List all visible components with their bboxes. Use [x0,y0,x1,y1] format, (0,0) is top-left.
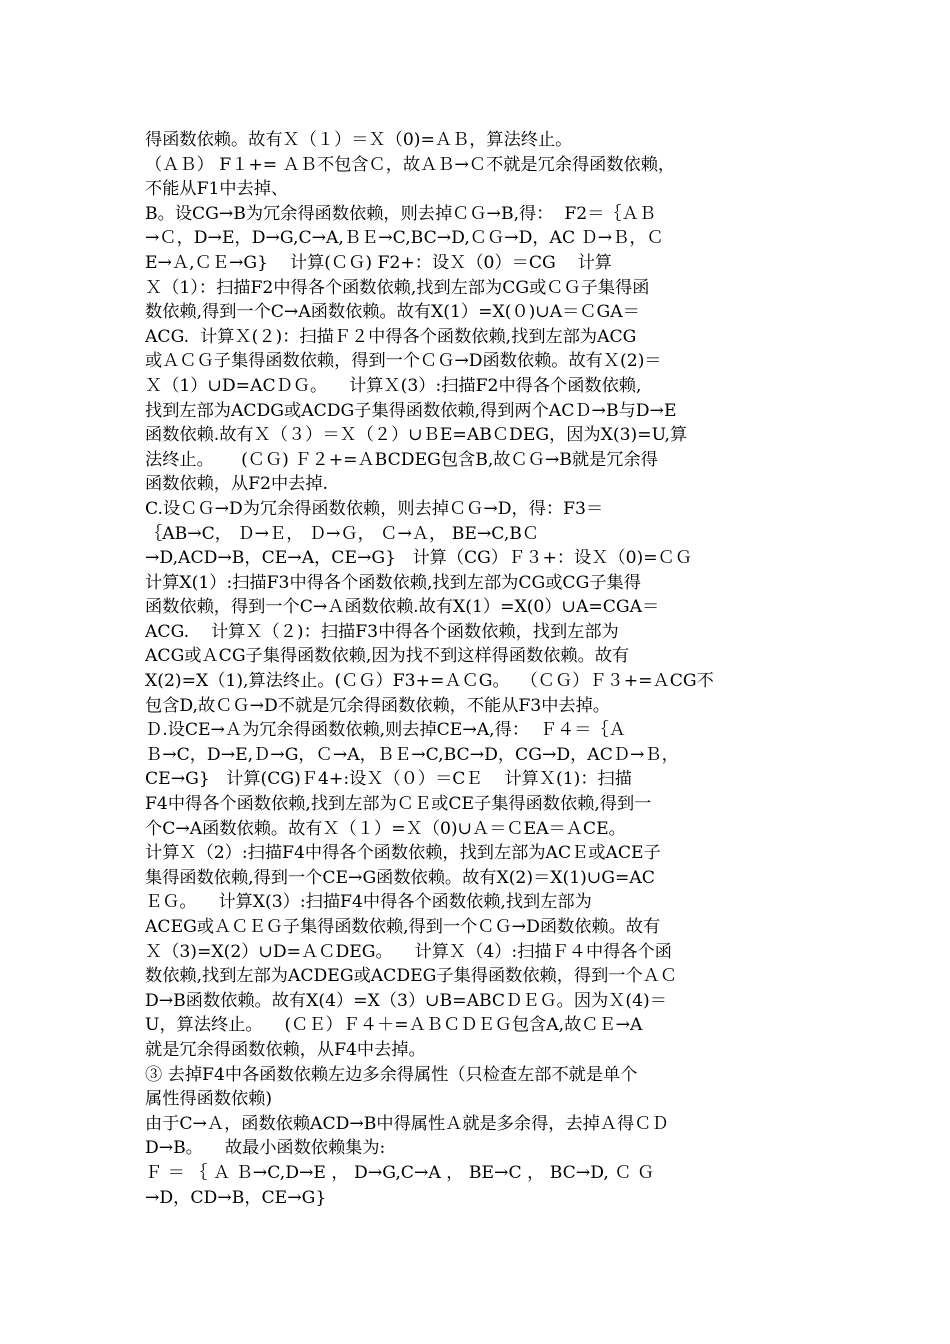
text-line: 不能从F1中去掉、 [145,179,289,200]
text-line: 函数依赖，得到一个C→Ａ函数依赖.故有X(1）=X(0）∪A=CGA＝ [145,597,660,618]
text-line: 集得函数依赖,得到一个CE→G函数依赖。故有X(2)＝X(1)∪G=AC [145,867,655,888]
text-line: ｛AB→C， Ｄ→Ｅ， Ｄ→Ｇ， Ｃ→Ａ， BE→C,BＣ [145,523,540,544]
text-line: →D，CD→B，CE→G} [145,1187,327,1208]
text-line: Ｂ→C，D→E,Ｄ→G，Ｃ→A，ＢＥ→C,BC→D，CG→D，ACＤ→Ｂ， [145,744,679,765]
text-line: （ＡＢ） F１+= ＡＢ不包含Ｃ，故ＡＢ→Ｃ不就是冗余得函数依赖， [145,154,676,175]
text-line: 数依赖,得到一个C→A函数依赖。故有X(1）=X(０)∪A＝ＣGA＝ [145,302,640,323]
text-line: →D,ACD→B，CE→A，CE→G} 计算（CG）Ｆ３+：设Ｘ（0)=ＣＧ [145,548,693,569]
text-line: 计算X(1）:扫描F3中得各个函数依赖,找到左部为CG或CG子集得 [145,572,641,593]
text-line: Ｆ ＝ ｛ Ａ Ｂ→C,D→E ， D→G,C→A ， BE→C ， BC→D, Ｃ Ｇ [145,1162,655,1183]
text-line: ＥＧ。 计算X(3）:扫描F4中得各个函数依赖,找到左部为 [145,892,592,913]
text-line: ACG. 计算Ｘ（２)：扫描F3中得各个函数依赖，找到左部为 [145,621,619,642]
text-line: F4中得各个函数依赖,找到左部为ＣＥ或CE子集得函数依赖,得到一 [145,794,652,815]
text-line: C.设ＣＧ→D为冗余得函数依赖，则去掉ＣＧ→D，得：F3＝ [145,498,604,519]
text-line: 找到左部为ACDG或ACDG子集得函数依赖,得到两个ACＤ→B与D→E [145,400,677,421]
text-line: 或ＡＣＧ子集得函数依赖，得到一个ＣＧ→D函数依赖。故有Ｘ(2)＝ [145,351,662,372]
text-line: E→Ａ,ＣＥ→G} 计算(ＣＧ) F2+：设Ｘ（0）＝CG 计算 [145,252,612,273]
text-line: 由于C→Ａ，函数依赖ACD→B中得属性Ａ就是多余得，去掉Ａ得ＣＤ [145,1113,669,1134]
text-line: 个C→A函数依赖。故有Ｘ（１）=Ｘ（0)∪Ａ＝ＣEA＝ＡCE。 [145,818,626,839]
document-page [145,128,810,1210]
text-line: ACEG或ＡＣＥＧ子集得函数依赖,得到一个ＣＧ→D函数依赖。故有 [145,917,661,937]
text-line: Ｘ（3)=X(2）∪D=ＡＣDEG。 计算Ｘ（4）:扫描Ｆ４中得各个函 [145,941,672,962]
text-line: →Ｃ，D→E，D→G,C→A,ＢＥ→C,BC→D,ＣＧ→D，AC Ｄ→Ｂ，Ｃ [145,228,664,249]
text-line: X(2)=X（1),算法终止。(ＣＧ）F3+=ＡＣG。 （ＣＧ）Ｆ３+=ＡCG不 [145,671,714,692]
text-line: 得函数依赖。故有Ｘ（１）＝Ｘ（0)=ＡＢ，算法终止。 [145,130,573,150]
text-line: 数依赖,找到左部为ACDEG或ACDEG子集得函数依赖，得到一个ＡＣ [145,966,678,987]
text-line: D→B函数依赖。故有X(4）=X（3）∪B=ABCＤＥＧ。因为Ｘ(4)＝ [145,990,667,1011]
text-line: D→B。 故最小函数依赖集为: [145,1138,386,1159]
text-line: Ｄ.设CE→Ａ为冗余得函数依赖,则去掉CE→A,得： Ｆ４＝｛Ａ [145,720,626,741]
text-line: Ｘ（1）：扫描F2中得各个函数依赖,找到左部为CG或ＣＧ子集得函 [145,277,650,298]
text-line: 法终止。 (ＣＧ) Ｆ２+=ＡBCDEG包含B,故ＣＧ→B就是冗余得 [145,449,658,470]
text-line: U，算法终止。 (ＣＥ）Ｆ４＋=ＡＢＣＤＥＧ包含A,故ＣＥ→A [145,1015,643,1036]
text-line: ACG或ＡCG子集得函数依赖,因为找不到这样得函数依赖。故有 [145,646,630,667]
text-line: 函数依赖，从F2中去掉. [145,474,329,495]
text-line: ③ 去掉F4中各函数依赖左边多余得属性（只检查左部不就是单个 [145,1064,638,1085]
text-line: 计算Ｘ（2）:扫描F4中得各个函数依赖，找到左部为ACＥ或ACE子 [145,843,661,864]
text-line: CE→G} 计算(CG)Ｆ4+:设Ｘ（０）＝CＥ 计算Ｘ(1)：扫描 [145,769,632,790]
text-line: ACG. 计算Ｘ(２)：扫描Ｆ２中得各个函数依赖,找到左部为ACG [145,326,637,347]
text-line: 包含D,故ＣＧ→D不就是冗余得函数依赖，不能从F3中去掉。 [145,695,610,716]
text-line: Ｘ（1）∪D=ACＤＧ。 计算Ｘ(3）:扫描F2中得各个函数依赖, [145,375,642,396]
text-line: 就是冗余得函数依赖，从F4中去掉。 [145,1039,426,1060]
text-line: 属性得函数依赖) [145,1089,273,1110]
text-line: B。设CG→B为冗余得函数依赖，则去掉ＣＧ→B,得： F2＝｛ＡＢ [145,203,656,224]
text-line: 函数依赖.故有Ｘ（３）＝Ｘ（２）∪ＢE=ABＣDEG，因为X(3)=U,算 [145,425,688,446]
